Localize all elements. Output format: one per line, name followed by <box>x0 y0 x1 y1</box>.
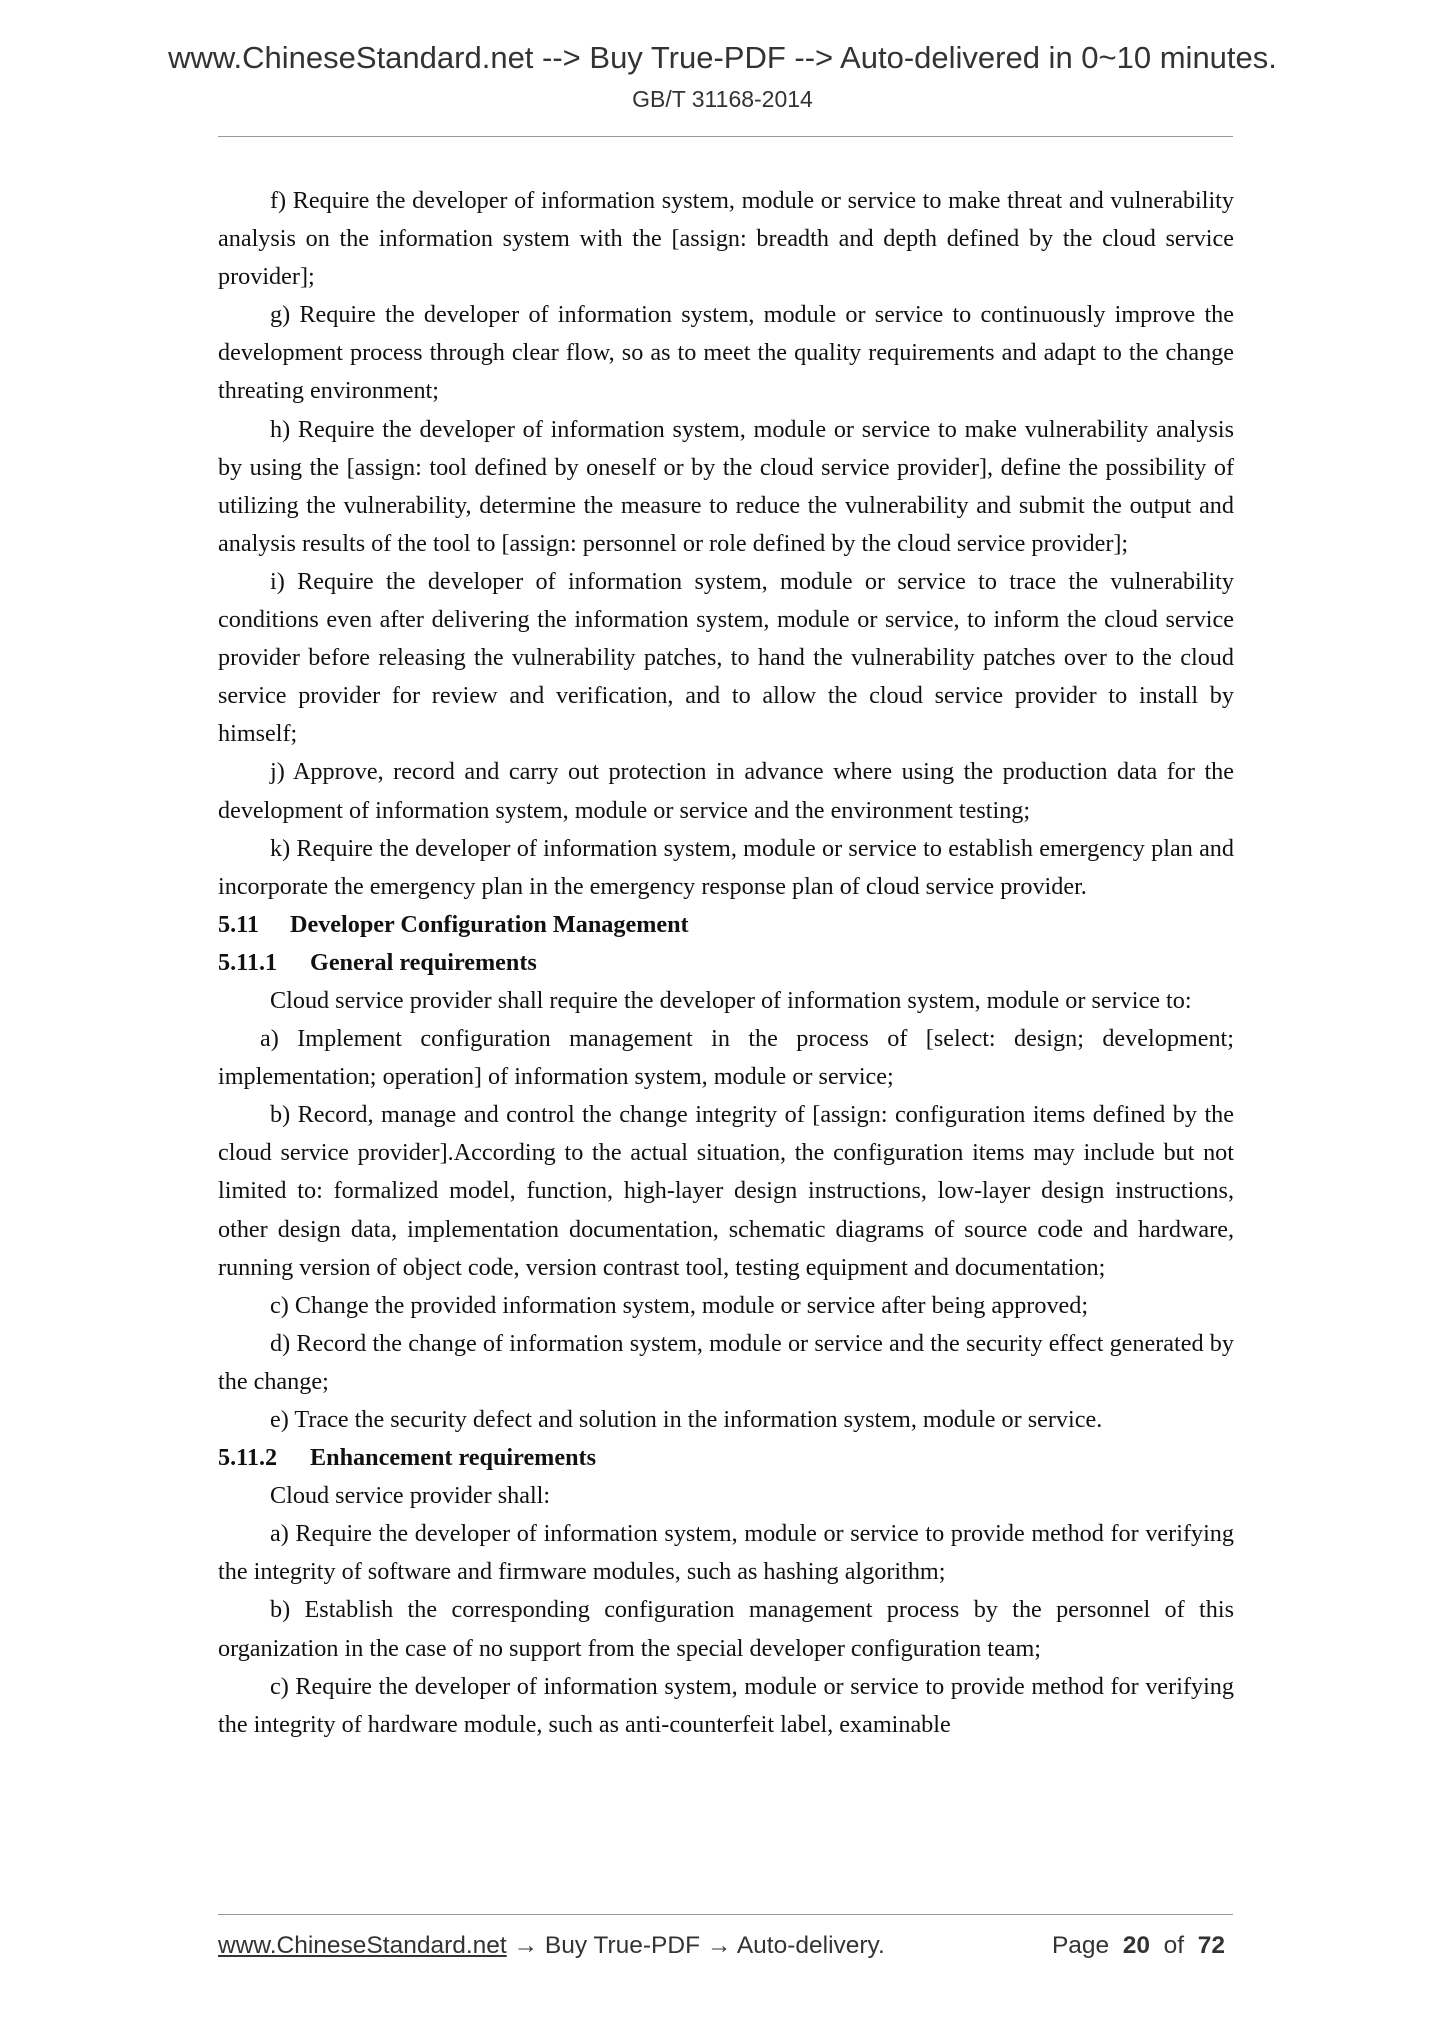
paragraph-h: h) Require the developer of information system, module or service to make vulnerability analysis by using the [assign: tool defined by oneself or by the cloud service provider], define the possibility of utilizing the vulnerability, determine the measure to reduce the vulnerability and submit the output and analysis results of the tool to [assign: personnel or role defined by the cloud service provider]; <box>218 415 1234 557</box>
general-intro: Cloud service provider shall require the developer of information system, module or service to: <box>270 986 1192 1014</box>
page-number: Page 20 of 72 <box>1051 1932 1225 1959</box>
enhancement-item-b: b) Establish the corresponding configuration management process by the personnel of this organization in the case of no support from the special developer configuration team; <box>218 1596 1234 1662</box>
paragraph-f: f) Require the developer of information system, module or service to make threat and vulnerability analysis on the information system with the [assign: breadth and depth defined by the cloud service provider]; <box>218 187 1234 291</box>
section-title: Enhancement requirements <box>310 1444 596 1472</box>
document-code: GB/T 31168-2014 <box>632 86 813 112</box>
header-divider <box>218 136 1233 137</box>
page-total: 72 <box>1197 1932 1225 1959</box>
page-current: 20 <box>1122 1932 1151 1959</box>
section-heading-5-11 <box>218 906 1234 944</box>
general-item-e: e) Trace the security defect and solution in the information system, module or service. <box>270 1406 1103 1433</box>
enhancement-item-c: c) Require the developer of information system, module or service to provide method for verifying the integrity of hardware module, such as anti-counterfeit label, examinable <box>218 1672 1234 1738</box>
footer-divider <box>218 1914 1233 1915</box>
section-title: General requirements <box>310 948 537 976</box>
enhancement-item-a: a) Require the developer of information system, module or service to provide method for verifying the integrity of software and firmware modules, such as hashing algorithm; <box>218 1520 1234 1586</box>
enhancement-intro: Cloud service provider shall: <box>270 1482 551 1510</box>
section-number: 5.11 <box>218 910 259 938</box>
footer-left <box>218 1932 885 1960</box>
general-item-d: d) Record the change of information system, module or service and the security effect generated by the change; <box>218 1329 1234 1395</box>
general-item-b: b) Record, manage and control the change integrity of [assign: configuration items defined by the cloud service provider].According to the actual situation, the configuration items may include but not limited to: formalized model, function, high-layer design instructions, low-layer design instructions, other design data, implementation documentation, schematic diagrams of source code and hardware, running version of object code, version contrast tool, testing equipment and documentation; <box>218 1101 1234 1281</box>
footer-website-link[interactable]: www.ChineseStandard.net <box>218 1932 507 1959</box>
top-banner: www.ChineseStandard.net --> Buy True-PDF --> Auto-delivered in 0~10 minutes. <box>168 40 1277 75</box>
paragraph-g: g) Require the developer of information system, module or service to continuously improve the development process through clear flow, so as to meet the quality requirements and adapt to the change threating environment; <box>218 301 1234 405</box>
section-title: Developer Configuration Management <box>290 910 689 938</box>
paragraph-i: i) Require the developer of information system, module or service to trace the vulnerability conditions even after delivering the information system, module or service, to inform the cloud service provider before releasing the vulnerability patches, to hand the vulnerability patches over to the cloud service provider for review and verification, and to allow the cloud service provider to install by himself; <box>218 567 1234 748</box>
section-heading-5-11-2 <box>218 1439 1234 1477</box>
footer-tagline: → Buy True-PDF → Auto-delivery. <box>506 1932 885 1959</box>
section-number: 5.11.2 <box>218 1444 278 1472</box>
general-item-a: a) Implement configuration management in the process of [select: design; development; implementation; operation] of information system, module or service; <box>218 1025 1234 1091</box>
document-body <box>218 182 1234 1744</box>
general-item-c: c) Change the provided information system, module or service after being approved; <box>270 1291 1089 1319</box>
paragraph-k: k) Require the developer of information system, module or service to establish emergency plan and incorporate the emergency plan in the emergency response plan of cloud service provider. <box>218 834 1234 900</box>
section-number: 5.11.1 <box>218 948 278 976</box>
section-heading-5-11-1 <box>218 944 1234 982</box>
paragraph-j: j) Approve, record and carry out protection in advance where using the production data for the development of information system, module or service and the environment testing; <box>218 758 1234 824</box>
